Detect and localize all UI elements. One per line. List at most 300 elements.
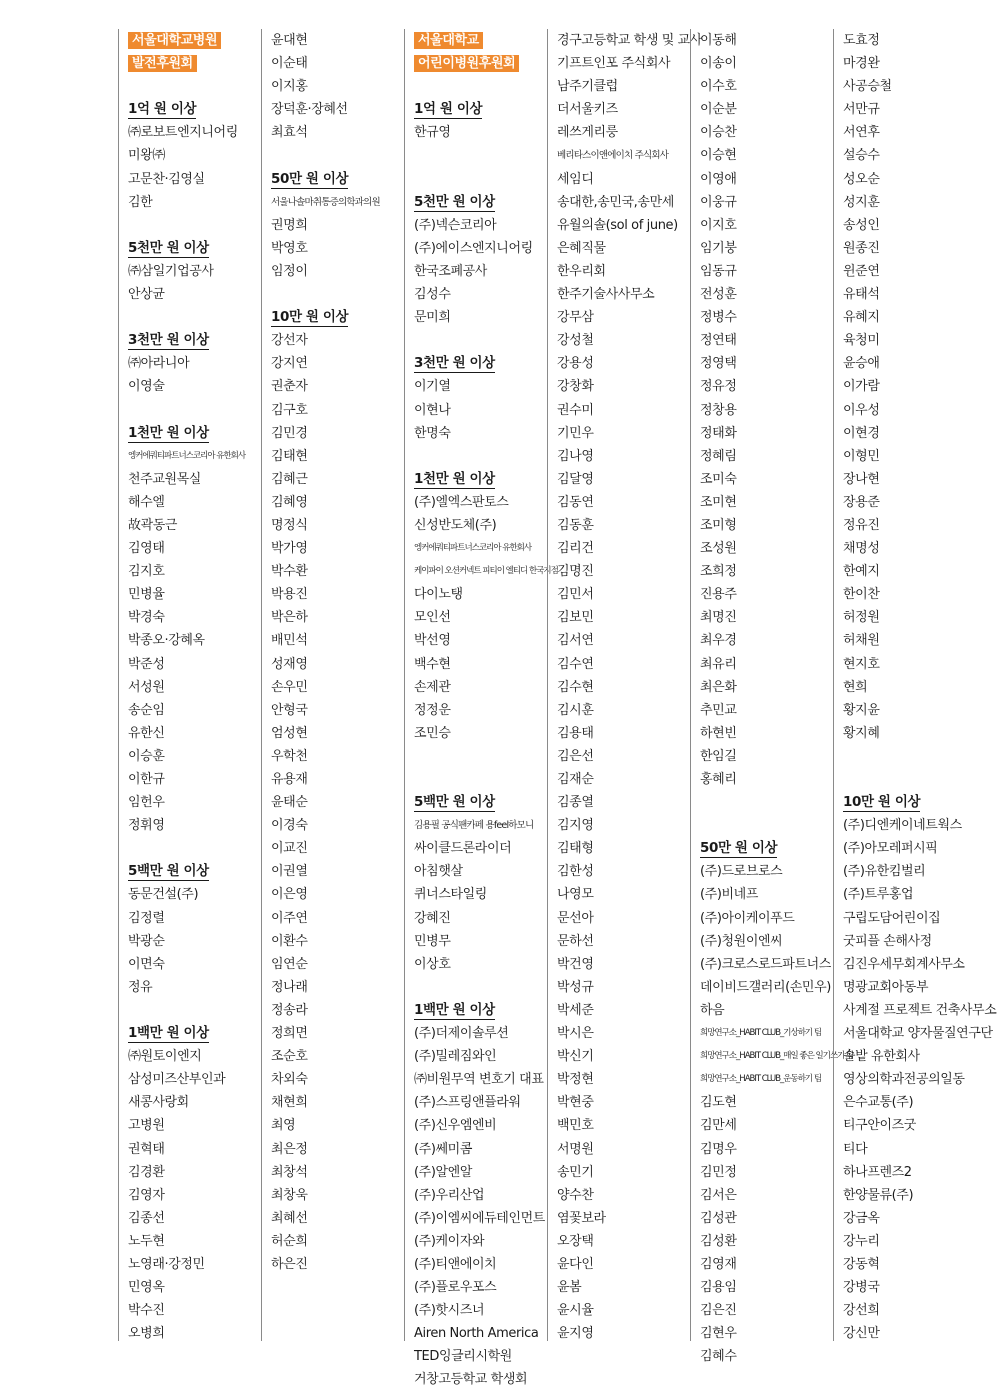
donor-name: 황지혜 <box>843 725 880 741</box>
donor-name: 이면숙 <box>128 956 165 972</box>
donor-name: 박세준 <box>557 1002 594 1018</box>
donor-name: 민병무 <box>414 933 451 949</box>
donor-name: 임정이 <box>271 263 308 279</box>
donor-name: 윤시율 <box>557 1303 594 1319</box>
donor-name: 엥커에쿼티파트너스코리아 유한회사 <box>128 450 246 461</box>
donor-name: 영상의학과전공의일동 <box>843 1072 965 1088</box>
donor-name: 김경환 <box>128 1164 165 1180</box>
donor-name: 박경숙 <box>128 610 165 626</box>
donor-name: (주)아이케이푸드 <box>700 910 795 926</box>
donor-name: 솔밭 유한회사 <box>843 1049 920 1065</box>
spacer <box>414 144 552 167</box>
donor-name: 윤다인 <box>557 1256 594 1272</box>
donor-name: 박신기 <box>557 1049 594 1065</box>
donor-name: 조미형 <box>700 517 737 533</box>
donor-name: 모인선 <box>414 610 451 626</box>
organization-title-text: 어린이병원후원회 <box>414 55 519 72</box>
donor-name: 아침햇살 <box>414 864 463 880</box>
donor-name: 김성환 <box>700 1233 737 1249</box>
spacer <box>414 445 552 468</box>
donor-name: 육청미 <box>843 333 880 349</box>
donor-name: 김영재 <box>700 1256 737 1272</box>
donor-name: 김종선 <box>128 1210 165 1226</box>
donor-name: 은수교통(주) <box>843 1095 914 1111</box>
donor-name: 김용태 <box>557 725 594 741</box>
donor-name: 김혜근 <box>271 471 308 487</box>
spacer <box>271 144 409 167</box>
donor-name: 김영태 <box>128 541 165 557</box>
donation-tier-text: 10만 원 이상 <box>843 794 921 811</box>
donor-name: 강누리 <box>843 1233 880 1249</box>
donor-name: 나영모 <box>557 887 594 903</box>
donor-name: (주)이엠씨에듀테인먼트 <box>414 1210 545 1226</box>
spacer <box>700 791 838 814</box>
donation-tier-heading <box>700 837 838 860</box>
donor-name: 희망연구소_HABIT CLUB_매일 좋은 일기쓰기 팀 <box>700 1051 854 1062</box>
donation-tier-heading <box>414 468 552 491</box>
donor-name: 정송라 <box>271 1002 308 1018</box>
donor-name: 임헌우 <box>128 795 165 811</box>
donation-tier-heading <box>414 98 552 121</box>
donor-name: 염꽃보라 <box>557 1210 606 1226</box>
donor-name: (주)디엔케이네트웍스 <box>843 818 962 834</box>
donor-name: 이승현 <box>700 148 737 164</box>
donor-name: 손우민 <box>271 679 308 695</box>
donor-name: (주)더제이솔루션 <box>414 1026 509 1042</box>
donor-name: 윤지영 <box>557 1326 594 1342</box>
donor-name: 양수찬 <box>557 1187 594 1203</box>
donor-name: (주)스프링앤플라워 <box>414 1095 521 1111</box>
donor-name: 김종열 <box>557 795 594 811</box>
donor-name: 이영술 <box>128 379 165 395</box>
donor-name: (주)드로브로스 <box>700 864 783 880</box>
donation-tier-text: 5백만 원 이상 <box>128 863 209 880</box>
donor-name: 하은진 <box>271 1256 308 1272</box>
donor-name: 천주교원목실 <box>128 471 201 487</box>
donor-name: (주)넥슨코리아 <box>414 217 497 233</box>
donor-name: 한규영 <box>414 125 451 141</box>
donor-name: 정창용 <box>700 402 737 418</box>
donor-name: 김보민 <box>557 610 594 626</box>
donor-name: 박선영 <box>414 633 451 649</box>
organization-title-text: 발전후원회 <box>128 55 197 72</box>
donor-column-5 <box>690 29 854 1365</box>
donor-name: 김동훈 <box>557 517 594 533</box>
donor-name: 더서울키즈 <box>557 102 618 118</box>
donor-name: 윈준연 <box>843 263 880 279</box>
donor-name: 거창고등학교 학생회 <box>414 1372 528 1388</box>
donor-name: 김은진 <box>700 1303 737 1319</box>
donor-name: 김달영 <box>557 471 594 487</box>
donor-name: 이현경 <box>843 425 880 441</box>
donor-name: 정나래 <box>271 979 308 995</box>
donor-name: 하현빈 <box>700 725 737 741</box>
donation-tier-text: 5백만 원 이상 <box>414 794 495 811</box>
donor-name: 박준성 <box>128 656 165 672</box>
donation-tier-heading <box>414 352 552 375</box>
donor-name: 김도현 <box>700 1095 737 1111</box>
donor-name: 이동해 <box>700 33 737 48</box>
donor-name: 김시훈 <box>557 702 594 718</box>
donor-name: 김태현 <box>271 448 308 464</box>
donor-name: 이영애 <box>700 171 737 187</box>
donor-name: 채명성 <box>843 541 880 557</box>
donor-name: 엥커에쿼티파트너스코리아 유한회사 <box>414 543 532 554</box>
donor-name: 강선희 <box>843 1303 880 1319</box>
donor-column-2 <box>261 29 409 1341</box>
donor-name: (주)엘엑스판토스 <box>414 494 509 510</box>
donor-name: (주)에이스엔지니어링 <box>414 240 533 256</box>
donor-name: 김성관 <box>700 1210 737 1226</box>
donation-tier-heading <box>128 237 266 260</box>
donor-name: 박시은 <box>557 1026 594 1042</box>
donor-name: 박가영 <box>271 541 308 557</box>
donor-name: 한주기술사사무소 <box>557 287 655 303</box>
donor-name: 이우성 <box>843 402 880 418</box>
donor-name: 사계절 프로젝트 건축사무소 <box>843 1002 997 1018</box>
donation-tier-heading <box>414 999 552 1022</box>
donation-tier-text: 1백만 원 이상 <box>414 1001 495 1018</box>
donor-name: 오장택 <box>557 1233 594 1249</box>
donor-name: 사공승철 <box>843 79 892 95</box>
donor-name: 박수진 <box>128 1303 165 1319</box>
donor-name: 이송이 <box>700 56 737 72</box>
donor-name: 이주연 <box>271 910 308 926</box>
donor-name: 하음 <box>700 1002 725 1018</box>
donor-name: 윤승애 <box>843 356 880 372</box>
donor-name: 정유 <box>128 979 153 995</box>
donor-name: 전성훈 <box>700 287 737 303</box>
donor-name: 이지홍 <box>271 79 308 95</box>
donor-name: 정휘영 <box>128 818 165 834</box>
donor-name: 민병율 <box>128 587 165 603</box>
donor-name: 최혜선 <box>271 1210 308 1226</box>
donor-name: 김동연 <box>557 494 594 510</box>
donor-name: 한임길 <box>700 748 737 764</box>
donation-tier-heading <box>843 791 981 814</box>
spacer <box>128 214 266 237</box>
donor-name: 최창석 <box>271 1164 308 1180</box>
donor-name: 이은영 <box>271 887 308 903</box>
donor-name: 이상호 <box>414 956 451 972</box>
donor-name: 미왕㈜ <box>128 148 165 164</box>
donor-name: 구립도담어린이집 <box>843 910 941 926</box>
donor-name: 추민교 <box>700 702 737 718</box>
donor-name: 최효석 <box>271 125 308 141</box>
donor-name: 이순태 <box>271 56 308 72</box>
spacer <box>414 768 552 791</box>
donor-name: 김은선 <box>557 748 594 764</box>
donor-name: 성지훈 <box>843 194 880 210</box>
donor-name: 박은하 <box>271 610 308 626</box>
donor-name: 박종오·강혜옥 <box>128 633 205 649</box>
donation-tier-text: 1천만 원 이상 <box>414 470 495 487</box>
donor-name: 김지호 <box>128 564 165 580</box>
donor-name: 세임디 <box>557 171 594 187</box>
donation-tier-text: 3천만 원 이상 <box>128 332 209 349</box>
donor-name: 박현중 <box>557 1095 594 1111</box>
donor-name: 김용임 <box>700 1280 737 1296</box>
donor-name: 강선자 <box>271 333 308 349</box>
spacer <box>414 329 552 352</box>
donor-name: 싸이클드론라이더 <box>414 841 512 857</box>
donor-name: 최영 <box>271 1118 296 1134</box>
donor-name: 정정운 <box>414 702 451 718</box>
donor-name: 이지호 <box>700 217 737 233</box>
donor-name: 유월의솔(sol of june) <box>557 217 678 233</box>
donor-name: 굿피플 손해사정 <box>843 933 932 949</box>
donor-name: 송성인 <box>843 217 880 233</box>
donor-name: 티구안이즈굿 <box>843 1118 916 1134</box>
donor-column-3 <box>404 29 558 1388</box>
donor-name: 김민정 <box>700 1164 737 1180</box>
donor-name: 조미숙 <box>700 471 737 487</box>
donor-name: 도효정 <box>843 33 880 48</box>
donor-name: 최유리 <box>700 656 737 672</box>
donor-name: 김영자 <box>128 1187 165 1203</box>
donor-name: 김만세 <box>700 1118 737 1134</box>
donor-name: 김서연 <box>557 633 594 649</box>
donation-tier-text: 1억 원 이상 <box>414 101 483 118</box>
donor-name: 백민호 <box>557 1118 594 1134</box>
donor-name: (주)우리산업 <box>414 1187 485 1203</box>
spacer <box>128 399 266 422</box>
spacer <box>414 976 552 999</box>
donor-name: 유혜지 <box>843 310 880 326</box>
donor-name: 이현나 <box>414 402 451 418</box>
donor-name: 김혜영 <box>271 494 308 510</box>
donor-name: 기민우 <box>557 425 594 441</box>
donor-name: 이교진 <box>271 841 308 857</box>
donor-name: 레쓰게리룽 <box>557 125 618 141</box>
donor-name: 서울나솔마취통증의학과의원 <box>271 196 380 208</box>
donor-name: 박수환 <box>271 564 308 580</box>
donor-name: 서연후 <box>843 125 880 141</box>
donor-name: 김한 <box>128 194 153 210</box>
donor-name: 고병원 <box>128 1118 165 1134</box>
donor-name: 고문찬·김영실 <box>128 171 205 187</box>
organization-title <box>128 52 266 75</box>
donor-name: 하나프렌즈2 <box>843 1164 912 1180</box>
spacer <box>843 745 981 768</box>
donation-tier-heading <box>128 860 266 883</box>
donor-name: 서명원 <box>557 1141 594 1157</box>
spacer <box>128 306 266 329</box>
donor-name: 오병희 <box>128 1326 165 1342</box>
donor-name: 다이노탱 <box>414 587 463 603</box>
donor-name: (주)쎄미콤 <box>414 1141 472 1157</box>
donor-name: 정연태 <box>700 333 737 349</box>
donor-name: 현희 <box>843 679 868 695</box>
donor-name: 조성원 <box>700 541 737 557</box>
donor-name: 김명진 <box>557 564 594 580</box>
donor-name: 김혜수 <box>700 1349 737 1365</box>
donor-name: (주)트루홍업 <box>843 887 914 903</box>
donor-name: ㈜로보트엔지니어링 <box>128 125 238 141</box>
donor-name: 김현우 <box>700 1326 737 1342</box>
donor-name: 최창욱 <box>271 1187 308 1203</box>
donation-tier-heading <box>128 422 266 445</box>
donor-name: 서성원 <box>128 679 165 695</box>
donation-tier-heading <box>271 168 409 191</box>
spacer <box>700 814 838 837</box>
donation-tier-text: 50만 원 이상 <box>700 840 778 857</box>
donor-name: 송민기 <box>557 1164 594 1180</box>
donor-name: 김수현 <box>557 679 594 695</box>
donor-name: 김서은 <box>700 1187 737 1203</box>
donor-name: 허정원 <box>843 610 880 626</box>
donor-name: 권명희 <box>271 217 308 233</box>
donor-name: 임기붕 <box>700 240 737 256</box>
donor-name: 서만규 <box>843 102 880 118</box>
donor-name: 새콩사랑회 <box>128 1095 189 1111</box>
donation-tier-heading <box>271 306 409 329</box>
donor-name: 정희면 <box>271 1026 308 1042</box>
donor-name: 배민석 <box>271 633 308 649</box>
donor-name: 한국조폐공사 <box>414 263 487 279</box>
donor-name: 故곽동근 <box>128 517 178 533</box>
spacer <box>128 75 266 98</box>
donor-name: 베리타스이앤에이치 주식회사 <box>557 150 669 162</box>
donor-name: 이승찬 <box>700 125 737 141</box>
donor-name: ㈜삼일기업공사 <box>128 263 214 279</box>
donor-name: 손제관 <box>414 679 451 695</box>
donor-name: 차외숙 <box>271 1072 308 1088</box>
donor-name: 마경완 <box>843 56 880 72</box>
donor-name: 희망연구소_HABIT CLUB_기상하기 팀 <box>700 1028 822 1039</box>
donor-name: 한이찬 <box>843 587 880 603</box>
organization-title <box>128 29 266 52</box>
donor-name: 김정렬 <box>128 910 165 926</box>
donor-name: 이권열 <box>271 864 308 880</box>
donor-name: 김구호 <box>271 402 308 418</box>
donor-name: 김진우세무회계사무소 <box>843 956 965 972</box>
donation-tier-text: 5천만 원 이상 <box>414 193 495 210</box>
donor-name: 허채원 <box>843 633 880 649</box>
donor-name: (주)알엔알 <box>414 1164 472 1180</box>
organization-title <box>414 29 552 52</box>
donor-column-1 <box>118 29 266 1341</box>
donor-name: 명광교회아동부 <box>843 979 929 995</box>
donor-name: 조순호 <box>271 1049 308 1065</box>
spacer <box>128 837 266 860</box>
donor-name: 황지윤 <box>843 702 880 718</box>
donor-name: 문선아 <box>557 910 594 926</box>
donation-tier-text: 5천만 원 이상 <box>128 239 209 256</box>
donor-name: 유한신 <box>128 725 165 741</box>
donor-name: 정병수 <box>700 310 737 326</box>
donor-name: 강용성 <box>557 356 594 372</box>
donor-name: 이한규 <box>128 772 165 787</box>
donor-name: 노두현 <box>128 1233 165 1249</box>
donor-name: (주)케이자와 <box>414 1233 485 1249</box>
donor-name: 민영옥 <box>128 1280 165 1296</box>
donor-name: (주)아모레퍼시픽 <box>843 841 938 857</box>
donor-name: (주)밀레짐와인 <box>414 1049 497 1065</box>
donor-name: 김민서 <box>557 587 594 603</box>
donor-name: 정혜림 <box>700 448 737 464</box>
donor-name: 송대한,송민국,송만세 <box>557 194 674 210</box>
donor-name: 이가람 <box>843 379 880 395</box>
donor-name: (주)플로우포스 <box>414 1280 497 1296</box>
donor-name: 박건영 <box>557 956 594 972</box>
donor-name: 서울대학교 양자물질연구단 <box>843 1026 993 1042</box>
donor-name: (주)비네프 <box>700 887 758 903</box>
donation-tier-heading <box>128 1022 266 1045</box>
donor-name: 이순분 <box>700 102 737 118</box>
donor-name: 윤봄 <box>557 1280 582 1296</box>
donor-name: 김나영 <box>557 448 594 464</box>
donation-tier-text: 1억 원 이상 <box>128 101 197 118</box>
donor-name: 장나현 <box>843 471 880 487</box>
donor-name: 채현희 <box>271 1095 308 1111</box>
donor-name: 박광순 <box>128 933 165 949</box>
donor-name: 김명우 <box>700 1141 737 1157</box>
donor-name: (주)신우엠엔비 <box>414 1118 497 1134</box>
donor-name: 정유정 <box>700 379 737 395</box>
donation-tier-text: 50만 원 이상 <box>271 170 349 187</box>
donor-name: 정유진 <box>843 517 880 533</box>
spacer <box>414 75 552 98</box>
donor-name: 최은정 <box>271 1141 308 1157</box>
donor-column-4 <box>547 29 702 1342</box>
donor-name: 백수현 <box>414 656 451 672</box>
donor-name: 한우리회 <box>557 263 606 279</box>
donor-name: 이승훈 <box>128 748 165 764</box>
spacer <box>414 745 552 768</box>
donor-name: 남주기클럽 <box>557 79 618 95</box>
donor-name: 최은화 <box>700 679 737 695</box>
donor-name: 임연순 <box>271 956 308 972</box>
donor-name: 강무삼 <box>557 310 594 326</box>
donor-name: (주)유한킴벌리 <box>843 864 926 880</box>
donor-name: 이기열 <box>414 379 451 395</box>
donor-name: 강신만 <box>843 1326 880 1342</box>
donor-name: 장용준 <box>843 494 880 510</box>
donor-name: 강동혁 <box>843 1256 880 1272</box>
donor-name: 김리건 <box>557 541 594 557</box>
donor-name: 티다 <box>843 1141 868 1157</box>
donor-name: TED잉글리시학원 <box>414 1349 512 1365</box>
donor-name: 이환수 <box>271 933 308 949</box>
donor-name: 김수연 <box>557 656 594 672</box>
donor-name: 박정현 <box>557 1072 594 1088</box>
donor-name: 명정식 <box>271 517 308 533</box>
donor-name: 정영택 <box>700 356 737 372</box>
donor-name: 유태석 <box>843 287 880 303</box>
donor-name: 데이비드갤러리(손민우) <box>700 979 831 995</box>
donor-name: 현지호 <box>843 656 880 672</box>
donor-name: 강병국 <box>843 1280 880 1296</box>
donation-tier-text: 1백만 원 이상 <box>128 1025 209 1042</box>
donor-name: 안상균 <box>128 287 165 303</box>
donor-name: ㈜아라니아 <box>128 356 190 372</box>
donor-name: 송순임 <box>128 702 165 718</box>
donor-name: 우학천 <box>271 748 308 764</box>
donor-name: 희망연구소_HABIT CLUB_운동하기 팀 <box>700 1074 822 1085</box>
donor-name: 성오순 <box>843 171 880 187</box>
donor-name: 정태화 <box>700 425 737 441</box>
donor-name: Airen North America <box>414 1326 539 1342</box>
donor-name: 설승수 <box>843 148 880 164</box>
donor-name: 문하선 <box>557 933 594 949</box>
donor-name: 한명숙 <box>414 425 451 441</box>
donor-name: 강금옥 <box>843 1210 880 1226</box>
spacer <box>843 768 981 791</box>
donor-name: 동문건설(주) <box>128 887 199 903</box>
donor-name: 최명진 <box>700 610 737 626</box>
organization-title-text: 서울대학교병원 <box>128 32 221 49</box>
